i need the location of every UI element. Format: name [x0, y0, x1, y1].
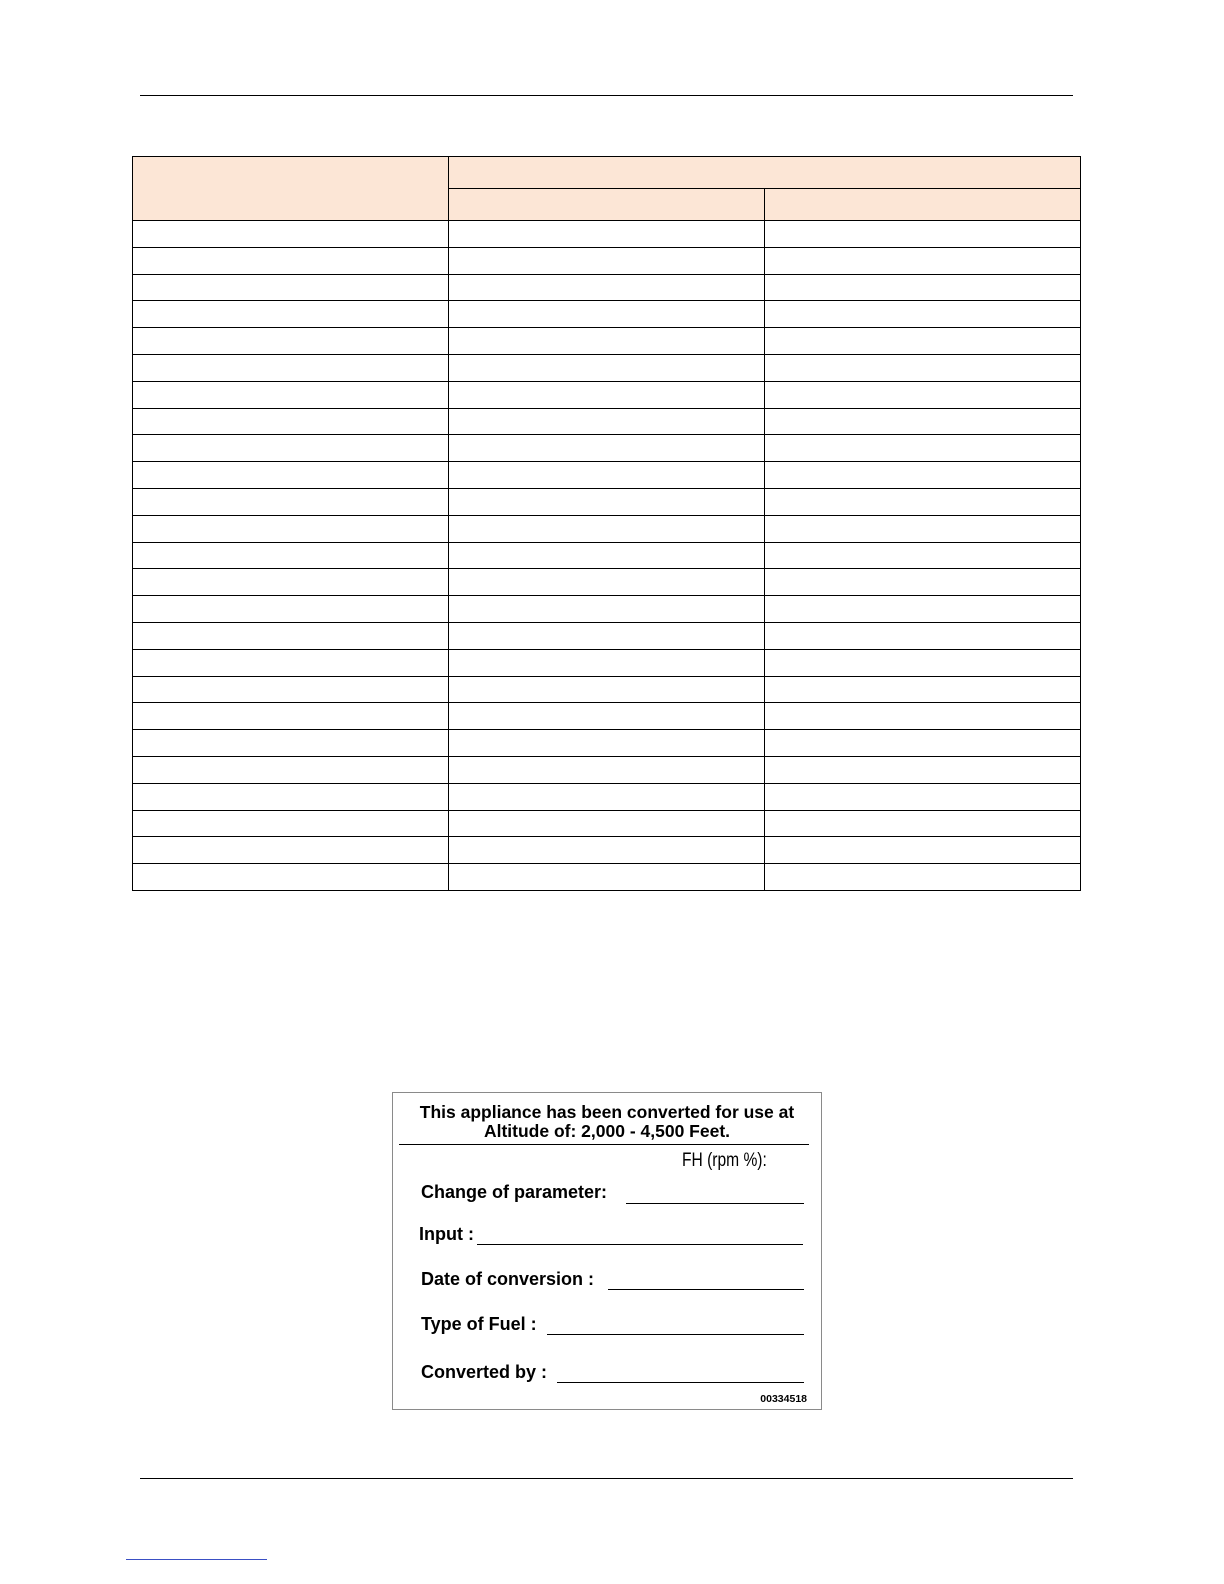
label-heading-line-1: This appliance has been converted for use at [419, 1102, 795, 1122]
field-date-of-conversion-line[interactable] [608, 1289, 804, 1290]
table-cell [133, 488, 449, 515]
table-cell [449, 783, 765, 810]
table-cell [449, 864, 765, 891]
table-cell [765, 542, 1081, 569]
fh-rpm-label: FH (rpm %): [682, 1150, 767, 1171]
table-cell [765, 328, 1081, 355]
table-cell [133, 622, 449, 649]
table-row [133, 221, 1081, 248]
table-row [133, 703, 1081, 730]
table-cell [449, 435, 765, 462]
table-cell [449, 328, 765, 355]
footer-link-underline[interactable] [126, 1559, 267, 1560]
table-row [133, 596, 1081, 623]
table-cell [449, 837, 765, 864]
field-change-of-parameter-line[interactable] [626, 1203, 804, 1204]
table-subheader-cell-2 [765, 189, 1081, 221]
label-heading [393, 1103, 821, 1141]
table-header-cell-group [449, 157, 1081, 189]
field-converted-by-line[interactable] [557, 1382, 804, 1383]
table-cell [449, 676, 765, 703]
table-cell [449, 274, 765, 301]
field-change-of-parameter: Change of parameter: [421, 1182, 608, 1202]
label-heading-line-2: Altitude of: 2,000 - 4,500 Feet. [483, 1121, 731, 1141]
table-row [133, 435, 1081, 462]
table-cell [765, 864, 1081, 891]
table-cell [765, 703, 1081, 730]
table-row [133, 542, 1081, 569]
table-cell [449, 542, 765, 569]
table-cell [765, 622, 1081, 649]
table-row [133, 354, 1081, 381]
table-cell [765, 569, 1081, 596]
header-rule [140, 95, 1073, 96]
table-cell [449, 730, 765, 757]
table-row [133, 274, 1081, 301]
table-cell [133, 328, 449, 355]
table-cell [765, 837, 1081, 864]
table-row [133, 381, 1081, 408]
table-cell [449, 488, 765, 515]
table-cell [765, 596, 1081, 623]
table-cell [449, 703, 765, 730]
table-cell [133, 676, 449, 703]
table-cell [765, 274, 1081, 301]
table-subheader-cell-1 [449, 189, 765, 221]
table-cell [449, 462, 765, 489]
table-cell [133, 408, 449, 435]
table-cell [765, 381, 1081, 408]
table-row [133, 515, 1081, 542]
table-cell [765, 783, 1081, 810]
table-cell [133, 354, 449, 381]
table-cell [449, 247, 765, 274]
field-date-of-conversion: Date of conversion : [421, 1269, 595, 1289]
table-cell [765, 301, 1081, 328]
table-cell [133, 247, 449, 274]
table-cell [449, 354, 765, 381]
table-cell [765, 488, 1081, 515]
table-cell [765, 730, 1081, 757]
table-cell [133, 783, 449, 810]
table-row [133, 730, 1081, 757]
table-row [133, 622, 1081, 649]
table-row [133, 837, 1081, 864]
table-row [133, 247, 1081, 274]
label-serial-number: 00334518 [760, 1393, 807, 1405]
table-cell [449, 810, 765, 837]
table-cell [133, 596, 449, 623]
field-converted-by: Converted by : [421, 1362, 548, 1382]
table-cell [765, 221, 1081, 248]
table-row [133, 676, 1081, 703]
table-cell [133, 381, 449, 408]
table-cell [449, 756, 765, 783]
table-row [133, 301, 1081, 328]
table-cell [765, 435, 1081, 462]
table-cell [449, 622, 765, 649]
table-header-cell-1 [133, 157, 449, 221]
table-cell [765, 756, 1081, 783]
table-row [133, 408, 1081, 435]
table-cell [449, 569, 765, 596]
field-type-of-fuel: Type of Fuel : [421, 1314, 537, 1334]
table-row [133, 462, 1081, 489]
table-cell [133, 756, 449, 783]
table-cell [765, 408, 1081, 435]
table-row [133, 649, 1081, 676]
table-cell [133, 435, 449, 462]
table-cell [133, 301, 449, 328]
table-cell [133, 542, 449, 569]
table-cell [765, 649, 1081, 676]
table-cell [133, 515, 449, 542]
conversion-label [392, 1092, 822, 1410]
table-cell [449, 301, 765, 328]
table-cell [133, 703, 449, 730]
table-cell [133, 730, 449, 757]
table-row [133, 864, 1081, 891]
table-cell [133, 221, 449, 248]
table-cell [449, 515, 765, 542]
footer-rule [140, 1478, 1073, 1479]
table-row [133, 810, 1081, 837]
table-cell [449, 649, 765, 676]
table-row [133, 756, 1081, 783]
field-input: Input : [419, 1224, 474, 1244]
field-type-of-fuel-line[interactable] [547, 1334, 804, 1335]
table-cell [133, 274, 449, 301]
table-cell [765, 515, 1081, 542]
label-divider [399, 1144, 809, 1145]
table-cell [765, 676, 1081, 703]
table-cell [133, 569, 449, 596]
table-cell [765, 354, 1081, 381]
table-cell [765, 810, 1081, 837]
table-cell [765, 247, 1081, 274]
table-cell [133, 649, 449, 676]
field-input-line[interactable] [477, 1244, 803, 1245]
table-row [133, 783, 1081, 810]
table-cell [133, 810, 449, 837]
table-cell [449, 381, 765, 408]
table-row [133, 569, 1081, 596]
table-cell [449, 408, 765, 435]
table-cell [133, 462, 449, 489]
table-cell [449, 596, 765, 623]
table-cell [133, 864, 449, 891]
data-table [132, 156, 1081, 891]
table-cell [133, 837, 449, 864]
table-cell [765, 462, 1081, 489]
table-row [133, 488, 1081, 515]
table-row [133, 328, 1081, 355]
table-cell [449, 221, 765, 248]
